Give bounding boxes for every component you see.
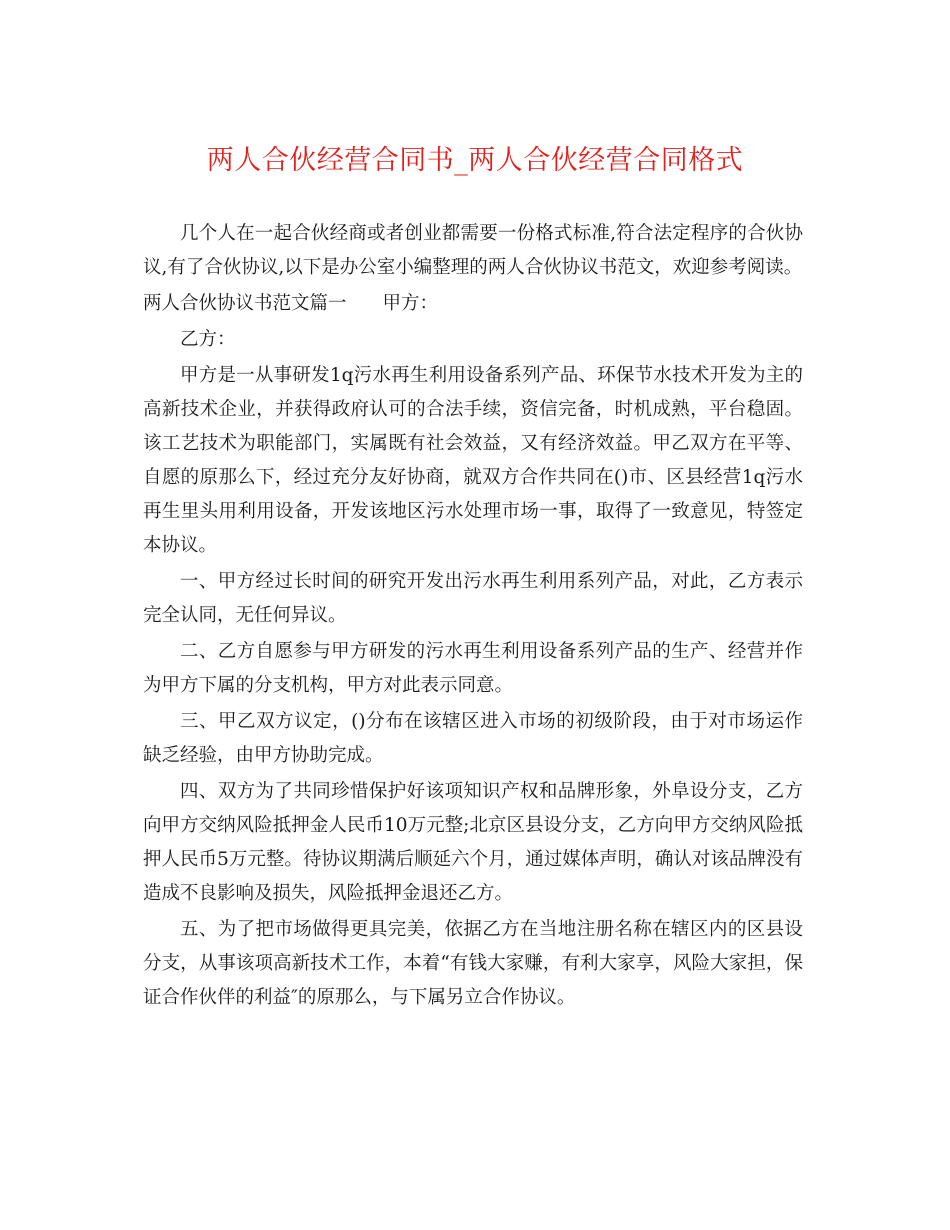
document-body	[143, 217, 803, 1017]
clause-2: 二、乙方自愿参与甲方研发的污水再生利用设备系列产品的生产、经营并作为甲方下属的分支机构，甲方对此表示同意。	[143, 641, 803, 696]
section-heading-line	[143, 287, 803, 321]
intro-paragraph: 几个人在一起合伙经商或者创业都需要一份格式标准,符合法定程序的合伙协议,有了合伙协议,以下是办公室小编整理的两人合伙协议书范文，欢迎参考阅读。	[143, 223, 803, 278]
document-title: 两人合伙经营合同书_两人合伙经营合同格式	[206, 145, 744, 176]
party-b-label: 乙方：	[180, 329, 236, 350]
party-a-label: 甲方：	[382, 293, 439, 314]
clause-3: 三、甲乙双方议定，()分布在该辖区进入市场的初级阶段，由于对市场运作缺乏经验，由甲方协助完成。	[143, 711, 803, 766]
paragraph: 甲方是一从事研发1q污水再生利用设备系列产品、环保节水技术开发为主的高新技术企业，并获得政府认可的合法手续，资信完备，时机成熟，平台稳固。该工艺技术为职能部门，实属既有社会效益，又有经济效益。甲乙双方在平等、自愿的原那么下，经过充分友好协商，就双方合作共同在()市、区县经营1q污水再生里头用利用设备，开发该地区污水处理市场一事，取得了一致意见，特签定本协议。	[143, 365, 803, 556]
clause-5: 五、为了把市场做得更具完美，依据乙方在当地注册名称在辖区内的区县设分支，从事该项高新技术工作，本着“有钱大家赚，有利大家享，风险大家担，保证合作伙伴的利益″的原那么，与下属另立合作协议。	[143, 919, 803, 1008]
clause-1: 一、甲方经过长时间的研究开发出污水再生利用系列产品，对此，乙方表示完全认同，无任何异议。	[143, 571, 803, 626]
section-heading: 两人合伙协议书范文篇一	[143, 293, 347, 314]
clause-4: 四、双方为了共同珍惜保护好该项知识产权和品牌形象，外阜设分支，乙方向甲方交纳风险抵押金人民币10万元整;北京区县设分支，乙方向甲方交纳风险抵押人民币5万元整。待协议期满后顺延六个月，通过媒体声明，确认对该品牌没有造成不良影响及损失，风险抵押金退还乙方。	[143, 781, 803, 904]
